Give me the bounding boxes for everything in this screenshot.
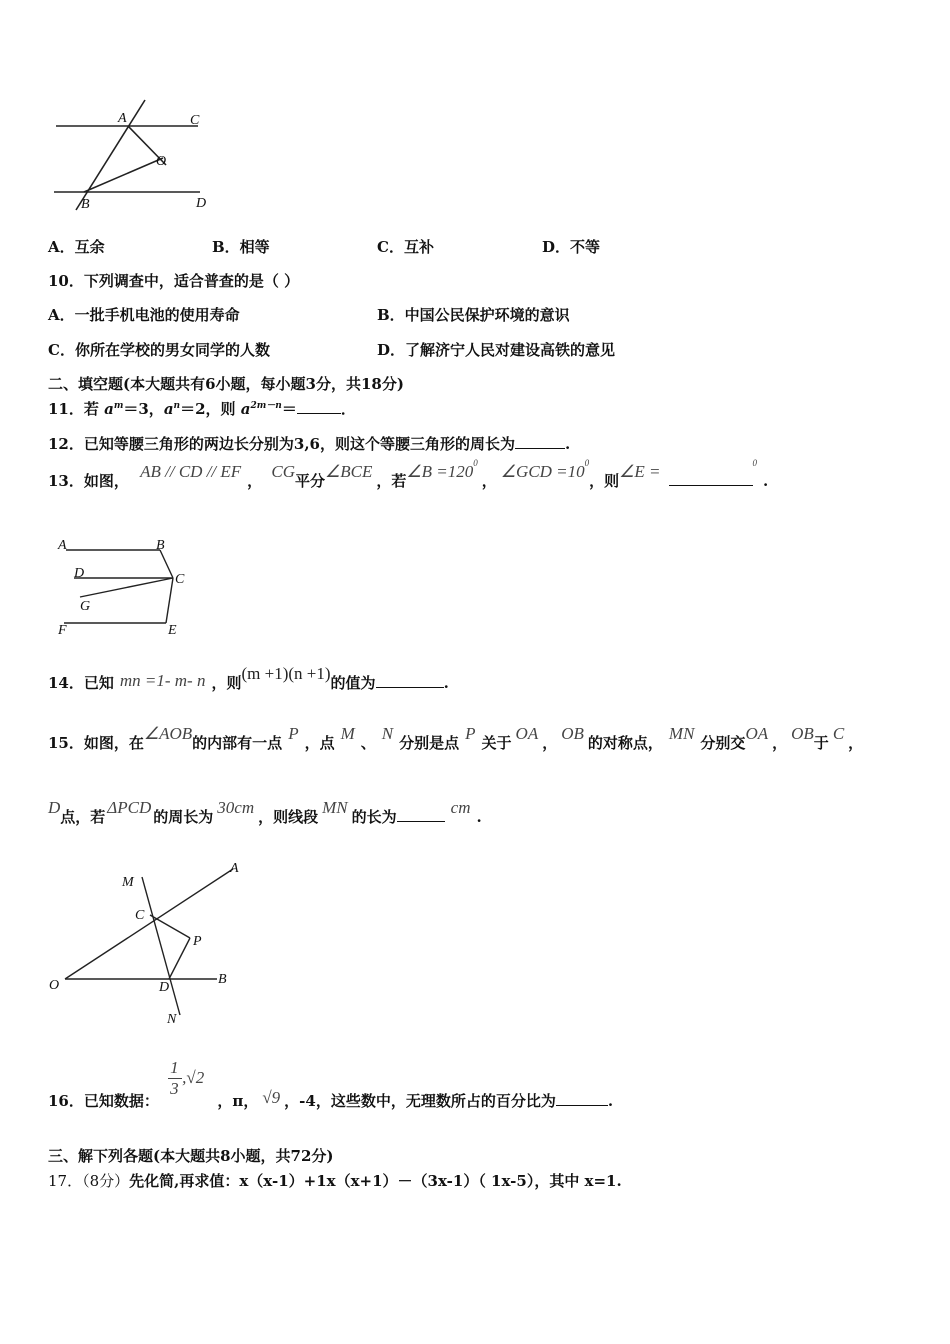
q13-formula-e: ∠E = <box>619 462 661 481</box>
q10-option-b[interactable]: B．中国公民保护环境的意识 <box>377 306 570 324</box>
q15-point: ，点 <box>304 734 335 752</box>
q15-comma1: ， <box>542 734 558 752</box>
transversal <box>76 100 145 210</box>
figure-q9 <box>48 95 228 220</box>
label-d: D <box>159 980 170 995</box>
q15-prefix: 15．如图，在 <box>48 734 144 752</box>
q11-eq3: ＝3， <box>123 400 164 418</box>
q15-formula-aob: ∠AOB <box>143 724 193 743</box>
q14-then: ，则 <box>211 674 242 692</box>
label-n: N <box>167 1012 177 1027</box>
q10-stem: 10．下列调查中，适合普查的是（ ） <box>48 272 300 290</box>
q15-var-c: C <box>832 724 845 743</box>
question-12 <box>48 433 570 454</box>
figure-q13 <box>50 535 200 645</box>
q15-at: 于 <box>813 734 829 752</box>
q16-denominator: 3 <box>170 1079 179 1098</box>
q11-var-a2: a <box>163 400 174 418</box>
q15-var-m: M <box>340 724 355 743</box>
q13-comma1: ， <box>247 472 263 490</box>
q14-value-is: 的值为 <box>330 674 376 692</box>
label-p: P <box>193 934 202 949</box>
q15-end: . <box>476 808 482 826</box>
q13-then: ，则 <box>589 472 620 490</box>
label-b: B <box>81 197 90 212</box>
q15-point-if: 点，若 <box>60 808 106 826</box>
label-a: A <box>230 861 239 876</box>
q13-formula-cg: CG <box>271 462 296 481</box>
q9-option-c[interactable]: C．互补 <box>377 238 434 256</box>
q14-formula-mn: mn =1- m- n <box>119 671 206 690</box>
question-16 <box>48 1058 614 1111</box>
q15-about: 关于 <box>481 734 512 752</box>
q16-fraction-block <box>168 1058 212 1106</box>
q15-comma2: ， <box>772 734 788 752</box>
q14-prefix: 14．已知 <box>48 674 114 692</box>
q13-formula-parallel: AB // CD // EF <box>140 462 242 481</box>
q11-exp-n: n <box>173 401 181 411</box>
q15-inner-point: 的内部有一点 <box>192 734 283 752</box>
q13-degree-2: 0 <box>584 458 590 468</box>
q16-prefix: 16．已知数据： <box>48 1092 159 1110</box>
label-g: G <box>80 599 91 614</box>
q10-option-c[interactable]: C．你所在学校的男女同学的人数 <box>48 341 270 359</box>
q15-perimeter: 的周长为 <box>153 808 214 826</box>
section-fill-in-heading: 二、填空题(本大题共有6小题，每小题3分，共18分) <box>48 375 404 393</box>
segment-pd <box>169 938 190 979</box>
question-15-line1 <box>48 724 864 753</box>
q16-pi: ，π， <box>217 1092 259 1110</box>
question-11 <box>48 398 356 419</box>
q15-length: 的长为 <box>351 808 397 826</box>
q16-sqrt2: ,√2 <box>182 1068 205 1087</box>
q12-text: 12．已知等腰三角形的两边长分别为3,6，则这个等腰三角形的周长为 <box>48 435 515 453</box>
q13-degree-1: 0 <box>473 458 478 468</box>
q13-formula-b120: ∠B =120 <box>406 462 474 481</box>
q15-var-oa1: OA <box>515 724 539 743</box>
q16-sqrt9: √9 <box>262 1088 281 1107</box>
q15-intersect: 分别交 <box>700 734 746 752</box>
q16-end: . <box>607 1092 614 1110</box>
question-13 <box>48 458 769 491</box>
q10-option-d[interactable]: D．了解济宁人民对建设高铁的意见 <box>377 341 616 359</box>
q15-var-mn2: MN <box>322 798 348 817</box>
question-17 <box>48 1170 622 1191</box>
label-d: D <box>74 566 85 581</box>
q13-formula-bce: ∠BCE <box>325 462 373 481</box>
figure-q15 <box>45 855 255 1030</box>
label-c: C <box>135 908 145 923</box>
q11-eq2: ＝2，则 <box>180 400 241 418</box>
q17-prefix: 17．（8分） <box>48 1172 130 1190</box>
q12-answer-blank[interactable] <box>515 447 565 449</box>
q9-option-a[interactable]: A．互余 <box>48 238 105 256</box>
q15-var-30cm: 30cm <box>217 798 255 817</box>
q11-answer-blank[interactable] <box>297 412 341 414</box>
q12-end: . <box>564 435 571 453</box>
q13-degree-3: 0 <box>752 458 758 468</box>
label-b: B <box>218 972 227 987</box>
q14-answer-blank[interactable] <box>376 686 444 688</box>
q15-var-mn1: MN <box>668 724 695 743</box>
q11-var-a3: a <box>240 400 251 418</box>
q15-respectively: 分别是点 <box>399 734 460 752</box>
label-c: C <box>175 572 185 587</box>
label-a: A <box>118 111 127 126</box>
q15-var-p2: P <box>465 724 476 743</box>
q16-text: ，-4，这些数中，无理数所占的百分比为 <box>284 1092 556 1110</box>
q15-var-ob2: OB <box>791 724 814 743</box>
q14-end: . <box>443 674 449 692</box>
q14-formula-product: (m +1)(n +1) <box>241 664 331 683</box>
q15-comma3: ， <box>848 734 864 752</box>
label-o: O <box>156 154 167 169</box>
label-e: E <box>168 623 177 638</box>
q11-var-a: a <box>104 400 114 418</box>
q15-segment: ，则线段 <box>258 808 319 826</box>
label-o: O <box>49 978 60 993</box>
q13-answer-blank[interactable] <box>669 484 753 486</box>
q9-option-d[interactable]: D．不等 <box>542 238 601 256</box>
q15-answer-blank[interactable] <box>397 820 445 822</box>
label-m: M <box>122 875 134 890</box>
label-d: D <box>196 196 207 211</box>
q13-bisect: 平分 <box>295 472 326 490</box>
q15-var-pcd: ΔPCD <box>107 798 152 817</box>
q15-var-oa2: OA <box>745 724 769 743</box>
q13-comma2: ， <box>481 472 497 490</box>
q17-text: 先化简,再求值：x（x-1）+1x（x+1）－（3x-1）（ 1x-5），其中 x=1. <box>129 1172 622 1190</box>
q15-unit-cm: cm <box>450 798 471 817</box>
segment-gc <box>80 578 173 597</box>
q10-option-a[interactable]: A．一批手机电池的使用寿命 <box>48 306 240 324</box>
segment-ce <box>166 578 173 623</box>
ray-bo <box>84 158 163 192</box>
q11-exp-m: m <box>113 401 124 411</box>
question-14 <box>48 664 449 693</box>
question-15-line2 <box>48 798 482 827</box>
label-c: C <box>190 113 200 128</box>
q16-numerator: 1 <box>170 1058 179 1077</box>
q11-exp-2m-n: 2m－n <box>250 401 282 411</box>
q11-prefix: 11．若 <box>48 400 105 418</box>
q15-sym-point: 的对称点， <box>587 734 663 752</box>
q15-var-n: N <box>381 724 394 743</box>
q15-var-p1: P <box>288 724 299 743</box>
q13-end: . <box>763 472 769 490</box>
label-b: B <box>156 538 165 553</box>
q13-formula-gcd10: ∠GCD =10 <box>500 462 585 481</box>
q11-end: ． <box>340 400 356 418</box>
q13-prefix: 13．如图， <box>48 472 129 490</box>
q13-if: ，若 <box>376 472 407 490</box>
ray-oa <box>65 869 233 979</box>
q15-var-ob1: OB <box>561 724 584 743</box>
q11-eq: ＝ <box>281 400 297 418</box>
label-a: A <box>58 538 67 553</box>
section-solve-heading: 三、解下列各题(本大题共8小题，共72分) <box>48 1147 334 1165</box>
segment-bc <box>160 550 173 578</box>
label-f: F <box>58 623 67 638</box>
q15-dun1: 、 <box>360 734 376 752</box>
q9-option-b[interactable]: B．相等 <box>212 238 270 256</box>
q15-var-d: D <box>48 798 61 817</box>
q16-answer-blank[interactable] <box>556 1104 608 1106</box>
